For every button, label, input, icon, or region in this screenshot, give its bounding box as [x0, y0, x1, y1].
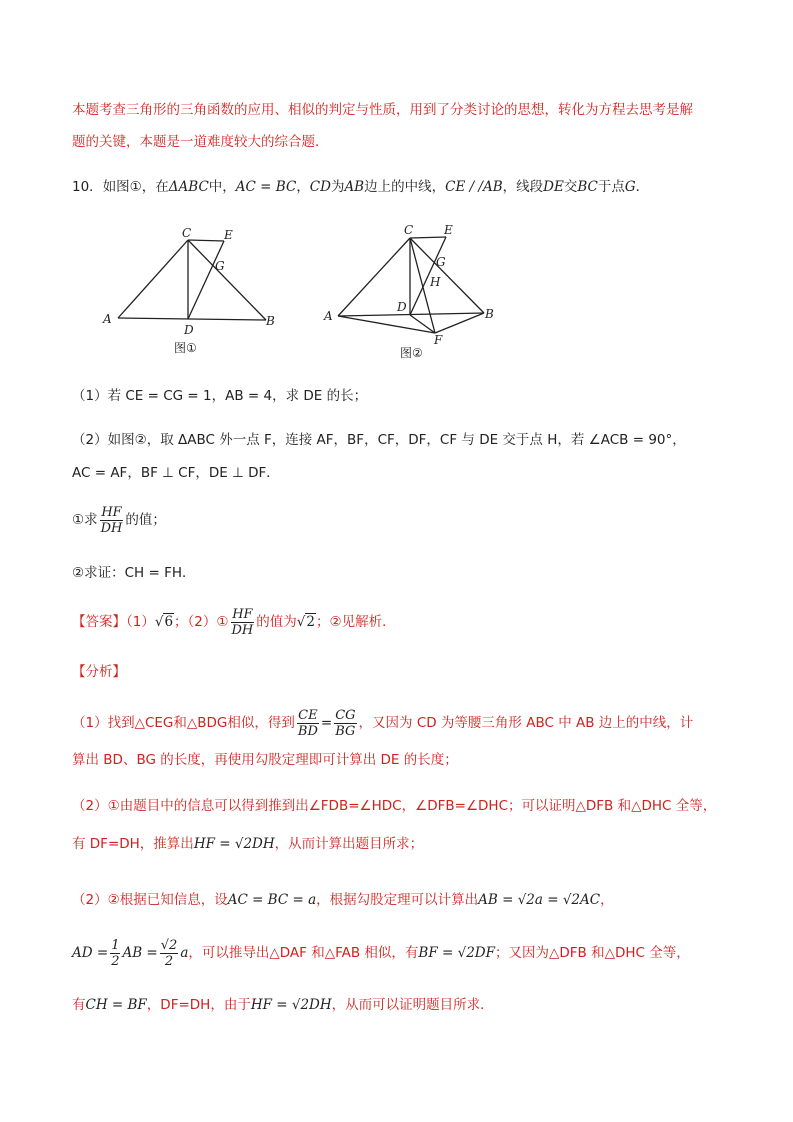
sqrt-6: √6 — [154, 614, 174, 630]
fig2-label-c: C — [404, 223, 414, 237]
answer-line: 【答案】（1）√6；（2）① $\frac{HF}{DH}$ 的值为√2；②见解析． — [72, 606, 396, 638]
intro-line-2: 题的关键，本题是一道难度较大的综合题． — [72, 134, 329, 150]
fig2-label-h: H — [430, 275, 441, 289]
question-2-sub-1: ①求 $\frac{HF}{DH}$ 的值； — [72, 504, 166, 536]
sqrt-2: √2 — [296, 614, 315, 630]
answer-fraction: $\frac{HF}{DH}$ — [231, 606, 254, 638]
fig1-label-e: E — [224, 228, 233, 242]
fig2-label-d: D — [397, 300, 407, 314]
fig2-label-e: E — [444, 223, 453, 237]
fraction-hf-dh: $\frac{HF}{DH}$ — [100, 504, 123, 536]
analysis-p3-line-1: （2）②根据已知信息，设AC = BC = a，根据勾股定理可以计算出AB = √2a = √2AC， — [72, 892, 614, 908]
fig1-label-d: D — [184, 323, 194, 337]
fig1-label-a: A — [103, 312, 112, 326]
fig2-label-a: A — [324, 309, 333, 323]
analysis-p1-line-1: （1）找到△CEG和△BDG相似，得到 $\frac{CE}{BD}$ = $\frac{CG}{BG}$ ，又因为 CD 为等腰三角形 ABC 中 AB 边上的中线，计 — [72, 707, 694, 739]
question-2-sub-2: ②求证：CH = FH． — [72, 565, 196, 581]
fig2-label-b: B — [485, 307, 494, 321]
figure-2 — [320, 220, 500, 365]
fig1-label-g: G — [215, 259, 225, 273]
fig2-caption: 图② — [400, 346, 423, 360]
problem-stem: 10．如图①，在ΔABC中，AC = BC，CD为AB边上的中线，CE / /AB，线段DE交BC于点G． — [72, 179, 650, 195]
figure-1 — [98, 222, 288, 362]
fig2-label-f: F — [434, 333, 443, 347]
answer-tag: 【答案】 — [72, 614, 126, 630]
fig2-label-g: G — [436, 255, 446, 269]
analysis-p1-line-2: 算出 BD、BG 的长度，再使用勾股定理即可计算出 DE 的长度； — [72, 752, 458, 768]
analysis-tag: 【分析】 — [72, 664, 126, 680]
analysis-p3-line-3: 有CH = BF，DF=DH，由于HF = √2DH，从而可以证明题目所求． — [72, 997, 494, 1013]
analysis-p2-line-1: （2）①由题目中的信息可以得到推到出∠FDB=∠HDC，∠DFB=∠DHC；可以证明△DFB 和△DHC 全等， — [72, 798, 717, 814]
question-2-line-1: （2）如图②，取 ΔABC 外一点 F，连接 AF，BF，CF，DF，CF 与 DE 交于点 H，若 ∠ACB = 90°， — [72, 432, 686, 448]
analysis-p3-line-2: AD = $\frac{1}{2}$ AB = $\frac{√2}{2}$ a，可以推导出△DAF 和△FAB 相似，有BF = √2DF；又因为△DFB 和△DHC 全等， — [72, 937, 690, 969]
fig1-label-c: C — [182, 226, 192, 240]
intro-line-1: 本题考查三角形的三角函数的应用、相似的判定与性质，用到了分类讨论的思想，转化为方程去思考是解 — [72, 102, 693, 118]
fig1-caption: 图① — [174, 341, 197, 355]
analysis-p2-line-2: 有 DF=DH，推算出HF = √2DH，从而计算出题目所求； — [72, 836, 424, 852]
question-2-line-2: AC = AF，BF ⊥ CF，DE ⊥ DF． — [72, 465, 280, 481]
question-1: （1）若 CE = CG = 1，AB = 4，求 DE 的长； — [72, 388, 368, 404]
fig1-label-b: B — [266, 314, 275, 328]
